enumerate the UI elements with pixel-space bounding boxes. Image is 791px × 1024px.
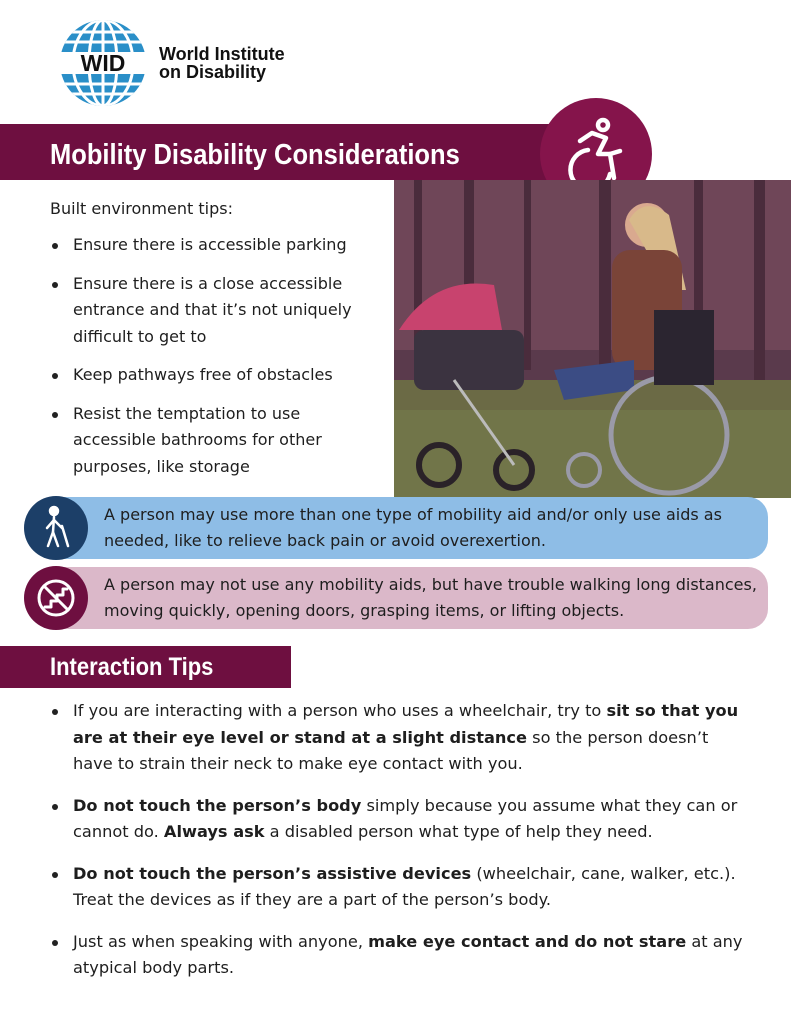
list-item [50, 793, 750, 846]
logo-letters: WID [80, 50, 126, 76]
built-environment-tips [50, 232, 380, 492]
tip-emphasis: Do not touch the person’s assistive devices [73, 863, 472, 883]
list-item: Keep pathways free of obstacles [50, 362, 380, 389]
list-item: Resist the temptation to use accessible bathrooms for other purposes, like storage [50, 401, 380, 481]
callout-text: A person may not use any mobility aids, but have trouble walking long distances, moving quickly, opening doors, grasping items, or lifting objects. [104, 575, 757, 620]
interaction-tips-list [50, 698, 750, 997]
tip-text: simply because you assume what they can or cannot do. [73, 795, 738, 841]
organization-name [159, 45, 285, 81]
list-item [50, 929, 750, 982]
tip-emphasis: sit so that you are at their eye level or stand at a slight distance [73, 701, 739, 747]
person-with-cane-badge [24, 496, 88, 560]
org-name-line1: World Institute [159, 44, 285, 64]
org-name-line2: on Disability [159, 62, 267, 82]
person-with-cane-icon [24, 496, 88, 560]
interaction-tips-heading: Interaction Tips [50, 653, 214, 681]
tip-text: Just as when speaking with anyone, [73, 931, 369, 951]
list-item [50, 861, 750, 914]
no-mobility-aid-callout [36, 567, 768, 629]
tip-text: so the person doesn’t have to strain their neck to make eye contact with you. [73, 727, 709, 773]
globe-logo-icon [58, 18, 148, 108]
built-environment-intro: Built environment tips: [50, 199, 233, 218]
tip-text: at any atypical body parts. [73, 931, 743, 977]
wid-logo [58, 18, 308, 108]
list-item [50, 698, 750, 778]
tip-emphasis: Always ask [163, 822, 265, 841]
mobility-aid-callout [36, 497, 768, 559]
no-stairs-badge [24, 566, 88, 630]
tip-text: If you are interacting with a person who uses a wheelchair, try to [73, 701, 607, 720]
tip-text: a disabled person what type of help they need. [264, 822, 653, 841]
list-item: Ensure there is a close accessible entrance and that it’s not uniquely difficult to get to [50, 271, 380, 351]
no-stairs-icon [24, 566, 88, 630]
tip-emphasis: make eye contact and do not stare [368, 931, 687, 951]
tip-emphasis: Do not touch the person’s body [73, 795, 362, 815]
page-title: Mobility Disability Considerations [50, 139, 460, 171]
tip-text: (wheelchair, cane, walker, etc.). Treat the devices as if they are a part of the person’s body. [73, 863, 736, 909]
callout-text: A person may use more than one type of mobility aid and/or only use aids as needed, like to relieve back pain or avoid overexertion. [104, 505, 722, 550]
list-item: Ensure there is accessible parking [50, 232, 380, 259]
wheelchair-stroller-photo [394, 180, 791, 498]
